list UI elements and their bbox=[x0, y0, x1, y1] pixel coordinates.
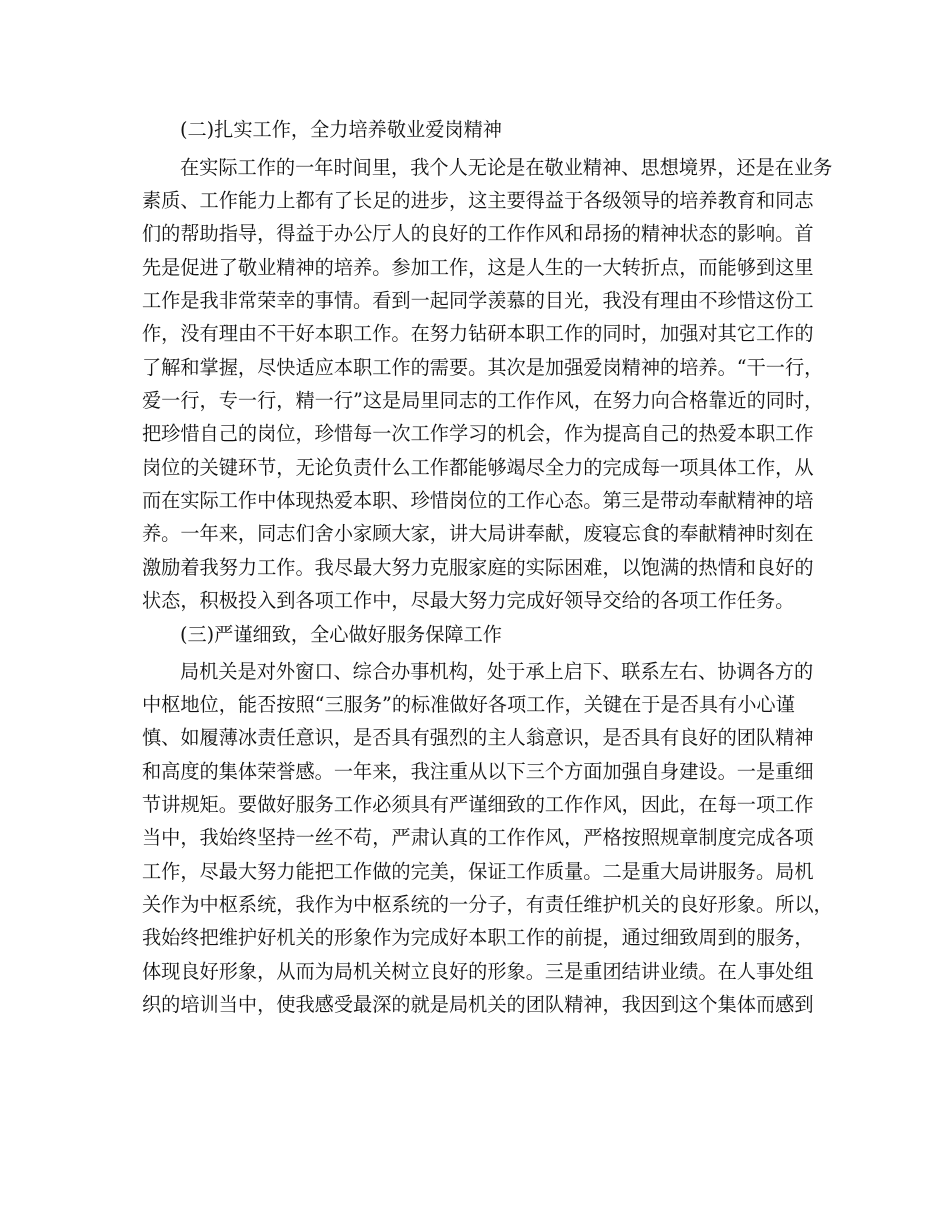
paragraph-line: 素质、工作能力上都有了长足的进步，这主要得益于各级领导的培养教育和同志 bbox=[142, 189, 814, 212]
paragraph-line: 了解和掌握，尽快适应本职工作的需要。其次是加强爱岗精神的培养。“干一行， bbox=[142, 356, 824, 379]
paragraph-line: 把珍惜自己的岗位，珍惜每一次工作学习的机会，作为提高自己的热爱本职工作 bbox=[142, 422, 814, 445]
paragraph-line: 状态，积极投入到各项工作中，尽最大努力完成好领导交给的各项工作任务。 bbox=[142, 589, 795, 612]
paragraph-line: 先是促进了敬业精神的培养。参加工作，这是人生的一大转折点，而能够到这里 bbox=[142, 256, 814, 279]
paragraph-line: 慎、如履薄冰责任意识，是否具有强烈的主人翁意识，是否具有良好的团队精神 bbox=[142, 726, 814, 749]
paragraph-line: 局机关是对外窗口、综合办事机构，处于承上启下、联系左右、协调各方的 bbox=[180, 660, 814, 683]
paragraph-line: 工作，尽最大努力能把工作做的完美，保证工作质量。二是重大局讲服务。局机 bbox=[142, 860, 814, 883]
paragraph-line: 中枢地位，能否按照“三服务”的标准做好各项工作，关键在于是否具有小心谨 bbox=[142, 693, 795, 716]
paragraph-line: 当中，我始终坚持一丝不苟，严肃认真的工作作风，严格按照规章制度完成各项 bbox=[142, 826, 814, 849]
paragraph-line: 关作为中枢系统，我作为中枢系统的一分子，有责任维护机关的良好形象。所以， bbox=[142, 893, 833, 916]
section-heading: (三)严谨细致，全心做好服务保障工作 bbox=[180, 623, 502, 646]
paragraph-line: 织的培训当中，使我感受最深的就是局机关的团队精神，我因到这个集体而感到 bbox=[142, 993, 814, 1016]
paragraph-line: 和高度的集体荣誉感。一年来，我注重从以下三个方面加强自身建设。一是重细 bbox=[142, 760, 814, 783]
paragraph-line: 节讲规矩。要做好服务工作必须具有严谨细致的工作作风，因此，在每一项工作 bbox=[142, 793, 814, 816]
paragraph-line: 体现良好形象，从而为局机关树立良好的形象。三是重团结讲业绩。在人事处组 bbox=[142, 960, 814, 983]
paragraph-line: 在实际工作的一年时间里，我个人无论是在敬业精神、思想境界，还是在业务 bbox=[180, 156, 833, 179]
paragraph-line: 作，没有理由不干好本职工作。在努力钻研本职工作的同时，加强对其它工作的 bbox=[142, 322, 814, 345]
paragraph-line: 工作是我非常荣幸的事情。看到一起同学羡慕的目光，我没有理由不珍惜这份工 bbox=[142, 289, 814, 312]
paragraph-line: 岗位的关键环节，无论负责什么工作都能够竭尽全力的完成每一项具体工作，从 bbox=[142, 456, 814, 479]
paragraph-line: 们的帮助指导，得益于办公厅人的良好的工作作风和昂扬的精神状态的影响。首 bbox=[142, 222, 814, 245]
paragraph-line: 我始终把维护好机关的形象作为完成好本职工作的前提，通过细致周到的服务， bbox=[142, 926, 814, 949]
paragraph-line: 而在实际工作中体现热爱本职、珍惜岗位的工作心态。第三是带动奉献精神的培 bbox=[142, 489, 814, 512]
paragraph-line: 养。一年来，同志们舍小家顾大家，讲大局讲奉献，废寝忘食的奉献精神时刻在 bbox=[142, 522, 814, 545]
paragraph-line: 激励着我努力工作。我尽最大努力克服家庭的实际困难，以饱满的热情和良好的 bbox=[142, 556, 814, 579]
section-heading: (二)扎实工作，全力培养敬业爱岗精神 bbox=[180, 118, 502, 141]
paragraph-line: 爱一行，专一行，精一行”这是局里同志的工作作风，在努力向合格靠近的同时， bbox=[142, 389, 824, 412]
